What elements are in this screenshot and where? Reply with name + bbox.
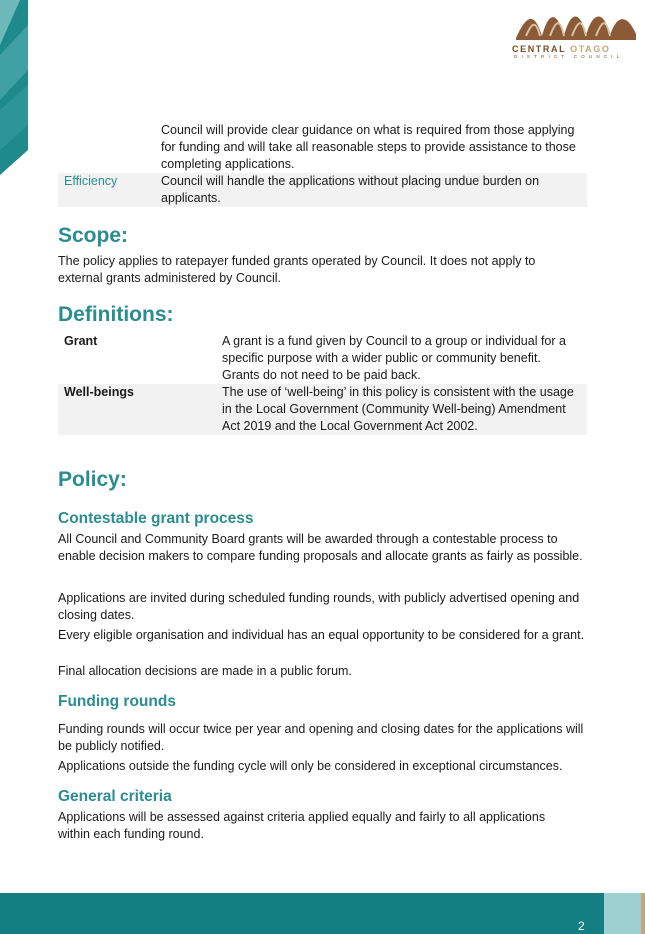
definition-text: The use of ‘well-being’ in this policy is consistent with the usage in the Local Government (Community Well-being) Amendment Act 2019 and the Local Government Act 2002. [216,384,587,435]
logo-wordmark: CENTRAL OTAGO [512,44,611,54]
contestable-heading: Contestable grant process [58,510,254,527]
scope-heading: Scope: [58,224,129,247]
principle-label: Efficiency [58,173,155,207]
policy-heading: Policy: [58,468,127,491]
contestable-paragraph: Applications are invited during scheduled funding rounds, with publicly advertised opening and closing dates. [58,591,580,622]
principle-text: Council will handle the applications without placing undue burden on applicants. [155,173,587,207]
definition-term: Well-beings [58,384,216,435]
general-criteria-heading: General criteria [58,788,172,805]
definition-text: A grant is a fund given by Council to a group or individual for a specific purpose with a wider public or community benefit. Grants do not need to be paid back. [222,334,566,382]
scope-paragraph: The policy applies to ratepayer funded grants operated by Council. It does not apply to external grants administered by Council. [58,254,536,285]
funding-rounds-paragraph: Funding rounds will occur twice per year and opening and closing dates for the applications will be publicly notified. [58,722,584,753]
footer-bar [0,893,604,934]
funding-rounds-paragraph: Applications outside the funding cycle will only be considered in exceptional circumstances. [58,759,563,773]
definitions-heading: Definitions: [58,303,174,326]
page-number: 2 [578,919,585,933]
contestable-paragraph: Final allocation decisions are made in a public forum. [58,664,352,678]
general-criteria-paragraph: Applications will be assessed against criteria applied equally and fairly to all applications within each funding round. [58,810,546,841]
principle-text: Council will provide clear guidance on what is required from those applying for funding and will take all reasonable steps to provide assistance to those completing applications. [161,123,576,171]
definition-term: Grant [64,334,98,348]
footer-edge-strip [641,893,645,934]
logo-subtitle: DISTRICT COUNCIL [514,54,624,59]
funding-rounds-heading: Funding rounds [58,693,176,710]
council-logo [512,6,640,62]
principles-table [58,122,587,207]
principle-label [58,122,155,173]
left-decorative-band [0,0,28,175]
band-graphic [0,0,28,175]
mountains-icon [512,6,640,42]
footer-side-block [604,893,641,934]
definitions-table [58,333,587,435]
contestable-paragraph: All Council and Community Board grants will be awarded through a contestable process to enable decision makers to compare funding proposals and allocate grants as fairly as possible. [58,532,583,563]
contestable-paragraph: Every eligible organisation and individual has an equal opportunity to be considered for a grant. [58,628,585,642]
